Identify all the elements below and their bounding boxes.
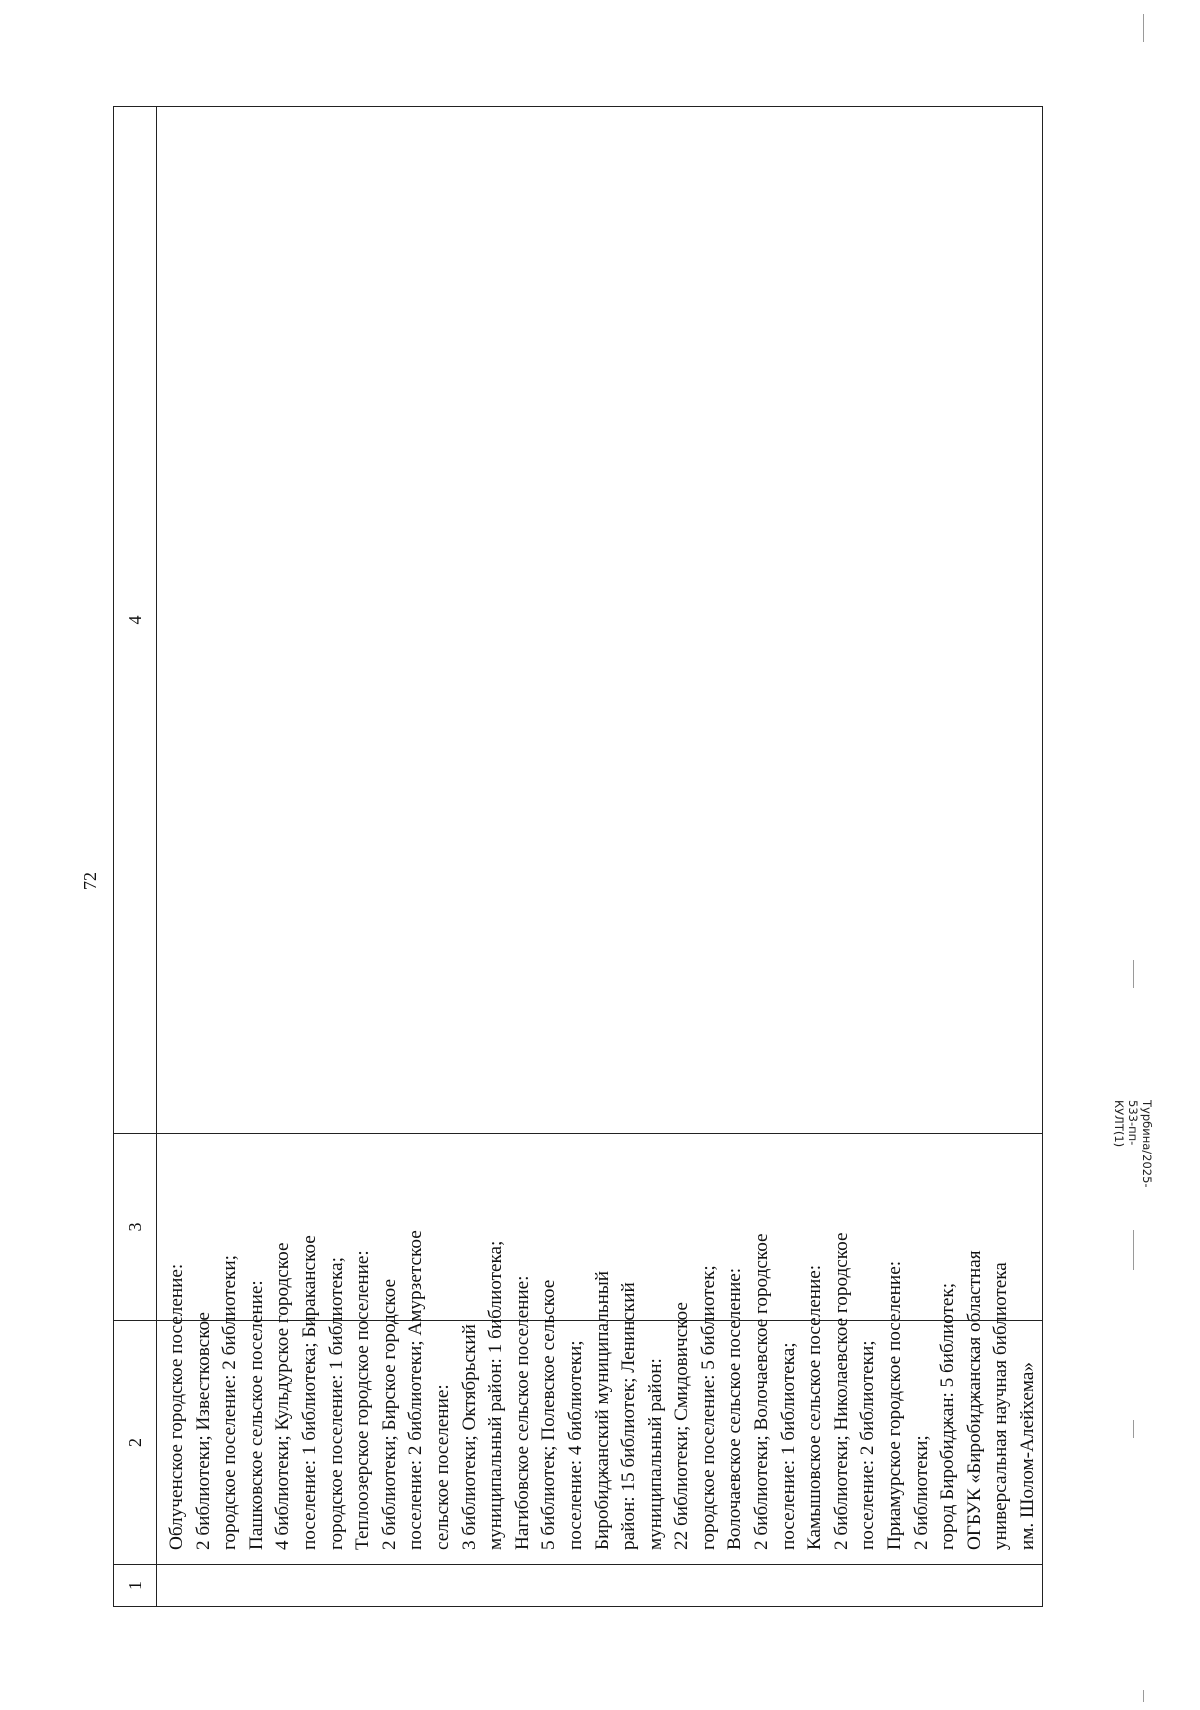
text-line: ОГБУК «Биробиджанская областная [963, 1250, 985, 1550]
table-row [157, 107, 1043, 1607]
text-line: поселение: 1 библиотека; [777, 1342, 799, 1550]
text-line: городское поселение: 1 библиотека; [325, 1257, 347, 1550]
text-line: Облученское городское поселение: [166, 1263, 187, 1550]
text-line: 2 библиотеки; Николаевское городское [830, 1232, 852, 1550]
text-line: Пашковское сельское поселение: [245, 1280, 267, 1550]
scan-mark [1143, 1690, 1144, 1702]
scan-mark [1133, 960, 1134, 988]
table-header-row [114, 107, 157, 1607]
text-line: поселение: 2 библиотеки; Амурзетское [405, 1230, 427, 1550]
text-line: район: 15 библиотек; Ленинский [618, 1282, 640, 1550]
text-line: 2 библиотеки; Волочаевское городское [751, 1233, 773, 1550]
scan-mark [1143, 14, 1144, 42]
text-line: им. Шолом-Алейхема» [1017, 1361, 1038, 1550]
text-line: Камышовское сельское поселение: [804, 1264, 826, 1550]
scan-mark [1133, 1420, 1134, 1438]
column-header-2: 2 [114, 1321, 157, 1565]
text-line: городское поселение: 2 библиотеки; [219, 1255, 241, 1550]
text-line: поселение: 2 библиотеки; [857, 1340, 879, 1550]
library-list-text [157, 1230, 1042, 1564]
column-header-1: 1 [114, 1565, 157, 1607]
data-table [113, 106, 1043, 1607]
text-line: 2 библиотеки; Бирское городское [378, 1279, 400, 1550]
text-line: 3 библиотеки; Октябрьский [458, 1324, 480, 1550]
text-line: 2 библиотеки; [910, 1435, 932, 1550]
document-code: Турбина/2025-533-пп-КУЛТ(1) [1112, 1100, 1154, 1188]
page-number: 72 [80, 872, 100, 890]
text-line: 22 библиотеки; Смидовичское [671, 1302, 693, 1550]
column-header-3: 3 [114, 1134, 157, 1321]
text-line: универсальная научная библиотека [990, 1262, 1012, 1550]
text-line: город Биробиджан: 5 библиотек; [937, 1282, 959, 1550]
cell-col4 [157, 107, 1043, 1134]
text-line: Волочаевское сельское поселение: [724, 1267, 746, 1550]
cell-col2 [157, 1230, 1043, 1565]
text-line: городское поселение: 5 библиотек; [697, 1265, 719, 1550]
scan-mark [1133, 1230, 1134, 1270]
text-line: Приамурское городское поселение: [884, 1260, 906, 1550]
text-line: Нагибовское сельское поселение: [511, 1275, 533, 1550]
text-line: муниципальный район: 1 библиотека; [485, 1240, 507, 1550]
text-line: 2 библиотеки; Известковское [192, 1312, 214, 1550]
text-line: сельское поселение: [431, 1384, 453, 1550]
cell-col1 [157, 1565, 1043, 1607]
text-line: муниципальный район: [644, 1358, 666, 1550]
column-header-4: 4 [114, 107, 157, 1134]
text-line: Биробиджанский муниципальный [591, 1271, 613, 1550]
text-line: 4 библиотеки; Кульдурское городское [272, 1242, 294, 1550]
text-line: поселение: 4 библиотеки; [564, 1340, 586, 1550]
text-line: Теплоозерское городское поселение: [352, 1250, 374, 1550]
text-line: 5 библиотек; Полевское сельское [538, 1279, 560, 1550]
text-line: поселение: 1 библиотека; Бираканское [298, 1235, 320, 1550]
